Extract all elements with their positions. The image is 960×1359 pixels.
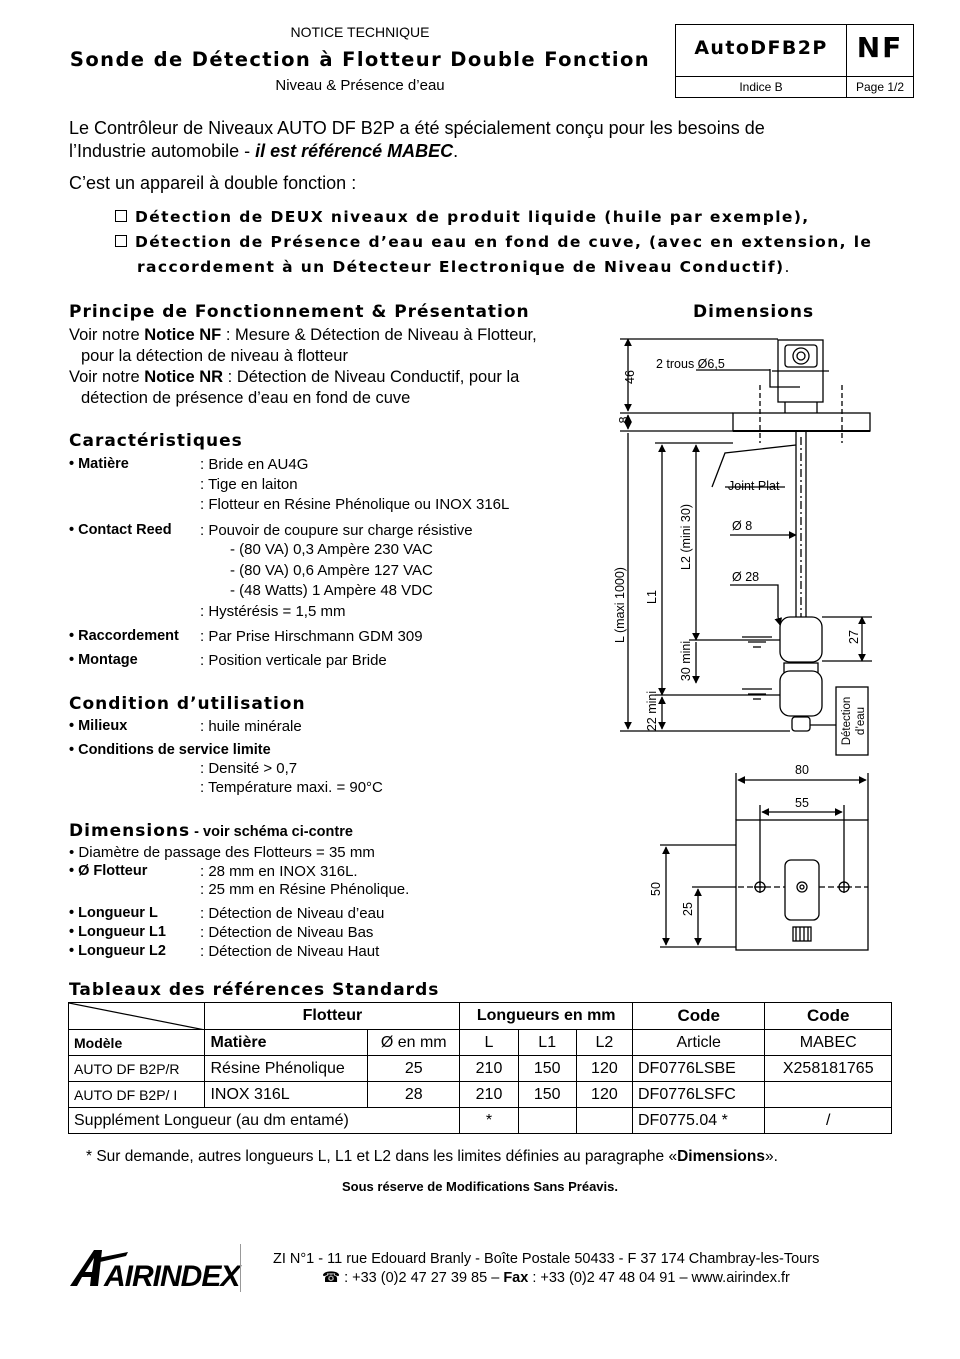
liquid-level-icon [742, 637, 772, 699]
intro-line-3: C’est un appareil à double fonction : [69, 173, 357, 193]
label-80: 80 [795, 763, 809, 777]
contact-value: - (48 Watts) 1 Ampère 48 VDC [230, 582, 433, 599]
label-25: 25 [681, 902, 695, 916]
label-27: 27 [847, 630, 861, 644]
cell-mabec: / [765, 1108, 892, 1134]
reserve-note: Sous réserve de Modifications Sans Préavis. [341, 1179, 618, 1194]
section-dims-title: Dimensions - voir schéma ci-contre [69, 821, 353, 841]
cell-l2 [576, 1108, 632, 1134]
cell-article: DF0776LSFC [633, 1082, 765, 1108]
label-l1: L1 [645, 590, 659, 604]
label-8: 8 [617, 416, 631, 424]
cell-article: DF0776LSBE [633, 1056, 765, 1082]
longueur-l1-value: : Détection de Niveau Bas [200, 924, 374, 941]
bullet-two-levels: Détection de DEUX niveaux de produit liquide (huile par exemple), [115, 208, 810, 226]
checkbox-icon [115, 235, 127, 247]
phone-icon: ☎ [322, 1270, 341, 1286]
document-subtitle: Niveau & Présence d’eau [275, 77, 445, 94]
intro-line-1: Le Contrôleur de Niveaux AUTO DF B2P a été spécialement conçu pour les besoins de [69, 118, 765, 138]
matiere-value: : Tige en laiton [200, 476, 298, 493]
label-deau: d’eau [855, 706, 867, 736]
document-title: Sonde de Détection à Flotteur Double Fonction [69, 48, 651, 71]
label-46: 46 [623, 370, 637, 384]
bullet-water-presence-cont: raccordement à un Détecteur Electronique de Niveau Conductif). [137, 258, 791, 276]
footer-contact: ☎ : +33 (0)2 47 27 39 85 – Fax : +33 (0)2 47 48 04 91 – www.airindex.fr [322, 1270, 790, 1286]
longueur-l-label: • Longueur L [69, 905, 158, 921]
cell-modele: AUTO DF B2P/R [69, 1056, 205, 1082]
matiere-value: : Flotteur en Résine Phénolique ou INOX 316L [200, 496, 510, 513]
label-detection: Détection [841, 696, 853, 746]
cell-mabec [765, 1082, 892, 1108]
milieux-label: • Milieux [69, 718, 128, 734]
reference-box [675, 24, 914, 98]
header-diametre: Ø en mm [368, 1030, 460, 1056]
flotteur-value: : 28 mm en INOX 316L. [200, 863, 358, 880]
section-table-title: Tableaux des références Standards [69, 980, 440, 1000]
header-modele: Modèle [69, 1030, 205, 1056]
checkbox-icon [115, 210, 127, 222]
longueur-l2-label: • Longueur L2 [69, 943, 166, 959]
table-row [69, 1082, 892, 1108]
header-longueurs: Longueurs en mm [460, 1003, 633, 1030]
service-label: • Conditions de service limite [69, 742, 271, 758]
montage-label: • Montage [69, 652, 138, 668]
table-row [69, 1056, 892, 1082]
flotteur-label: • Ø Flotteur [69, 863, 148, 879]
header-article: Article [633, 1030, 765, 1056]
header-code-article: Code [633, 1003, 765, 1030]
principe-line-2: pour la détection de niveau à flotteur [81, 347, 348, 365]
section-condition-title: Condition d’utilisation [69, 694, 306, 714]
contact-value: : Hystérésis = 1,5 mm [200, 603, 346, 620]
raccord-label: • Raccordement [69, 628, 179, 644]
header-l: L [460, 1030, 518, 1056]
label-o28: Ø 28 [732, 570, 760, 584]
header-l1: L1 [518, 1030, 576, 1056]
table-header-row [69, 1030, 892, 1056]
cell-l2: 120 [576, 1082, 632, 1108]
label-l2: L2 (mini 30) [679, 504, 693, 570]
flotteur-value: : 25 mm en Résine Phénolique. [200, 881, 410, 898]
cell-matiere: Résine Phénolique [205, 1056, 368, 1082]
longueur-l2-value: : Détection de Niveau Haut [200, 943, 380, 960]
service-value: : Densité > 0,7 [200, 760, 298, 777]
cell-l1: 150 [518, 1056, 576, 1082]
contact-label: • Contact Reed [69, 522, 172, 538]
notice-code: NF [856, 31, 904, 64]
principe-line-1: Voir notre Notice NF : Mesure & Détection de Niveau à Flotteur, [69, 326, 537, 344]
header-code-mabec: Code [765, 1003, 892, 1030]
references-table [68, 1002, 892, 1134]
indice-label: Indice B [739, 80, 783, 94]
matiere-value: : Bride en AU4G [200, 456, 309, 473]
longueur-l-value: : Détection de Niveau d’eau [200, 905, 385, 922]
cell-mabec: X258181765 [765, 1056, 892, 1082]
cell-l: 210 [460, 1056, 518, 1082]
logo-text: AIRINDEX [104, 1260, 240, 1292]
drawing-title: Dimensions [693, 302, 815, 322]
header-matiere: Matière [205, 1030, 368, 1056]
cell-l1 [518, 1108, 576, 1134]
table-row-supplement [69, 1108, 892, 1134]
intro-line-2: l’Industrie automobile - il est référencé MABEC. [69, 141, 459, 161]
contact-value: - (80 VA) 0,3 Ampère 230 VAC [230, 541, 433, 558]
raccord-value: : Par Prise Hirschmann GDM 309 [200, 628, 423, 645]
cell-modele: AUTO DF B2P/ I [69, 1082, 205, 1108]
cell-l2: 120 [576, 1056, 632, 1082]
longueur-l1-label: • Longueur L1 [69, 924, 166, 940]
notice-label: NOTICE TECHNIQUE [290, 24, 430, 40]
airindex-logo [68, 1244, 244, 1292]
label-joint-plat: Joint Plat [728, 479, 780, 493]
label-l-maxi: L (maxi 1000) [613, 567, 627, 643]
cell-supplement: Supplément Longueur (au dm entamé) [69, 1108, 460, 1134]
bullet-water-presence: Détection de Présence d’eau eau en fond de cuve, (avec en extension, le [115, 233, 872, 251]
upper-float [780, 617, 822, 662]
milieux-value: : huile minérale [200, 718, 302, 735]
page-number: Page 1/2 [855, 80, 905, 94]
cell-diametre: 25 [368, 1056, 460, 1082]
header-l2: L2 [576, 1030, 632, 1056]
section-caract-title: Caractéristiques [69, 431, 243, 451]
top-view [660, 773, 868, 950]
principe-line-3: Voir notre Notice NR : Détection de Niveau Conductif, pour la [69, 368, 520, 386]
cell-article: DF0775.04 * [633, 1108, 765, 1134]
matiere-label: • Matière [69, 456, 129, 472]
cell-diametre: 28 [368, 1082, 460, 1108]
contact-value: : Pouvoir de coupure sur charge résistive [200, 522, 473, 539]
footer-address: ZI N°1 - 11 rue Edouard Branly - Boîte Postale 50433 - F 37 174 Chambray-les-Tours [273, 1251, 820, 1267]
cell-matiere: INOX 316L [205, 1082, 368, 1108]
label-o8: Ø 8 [732, 519, 753, 533]
header-mabec: MABEC [765, 1030, 892, 1056]
lower-float [780, 671, 822, 716]
table-corner-cell [69, 1003, 205, 1030]
connector-head [772, 340, 829, 413]
product-reference: AutoDFB2P [694, 37, 828, 59]
contact-value: - (80 VA) 0,6 Ampère 127 VAC [230, 562, 433, 579]
table-header-row [69, 1003, 892, 1030]
cell-l1: 150 [518, 1082, 576, 1108]
montage-value: : Position verticale par Bride [200, 652, 387, 669]
service-value: : Température maxi. = 90°C [200, 779, 383, 796]
label-30-mini: 30 mini [679, 640, 693, 682]
label-50: 50 [649, 882, 663, 896]
cell-l: * [460, 1108, 518, 1134]
label-trous: 2 trous Ø6,5 [656, 357, 725, 371]
cell-l: 210 [460, 1082, 518, 1108]
section-principe-title: Principe de Fonctionnement & Présentation [69, 302, 530, 322]
dims-diametre: • Diamètre de passage des Flotteurs = 35 mm [69, 844, 375, 861]
header-flotteur: Flotteur [205, 1003, 460, 1030]
dimension-drawing [600, 325, 900, 965]
label-22-mini: 22 mini [645, 690, 659, 732]
principe-line-4: détection de présence d’eau en fond de cuve [81, 389, 411, 407]
label-55: 55 [795, 796, 809, 810]
table-footnote: * Sur demande, autres longueurs L, L1 et L2 dans les limites définies au paragraphe «Dimensions». [86, 1148, 778, 1165]
